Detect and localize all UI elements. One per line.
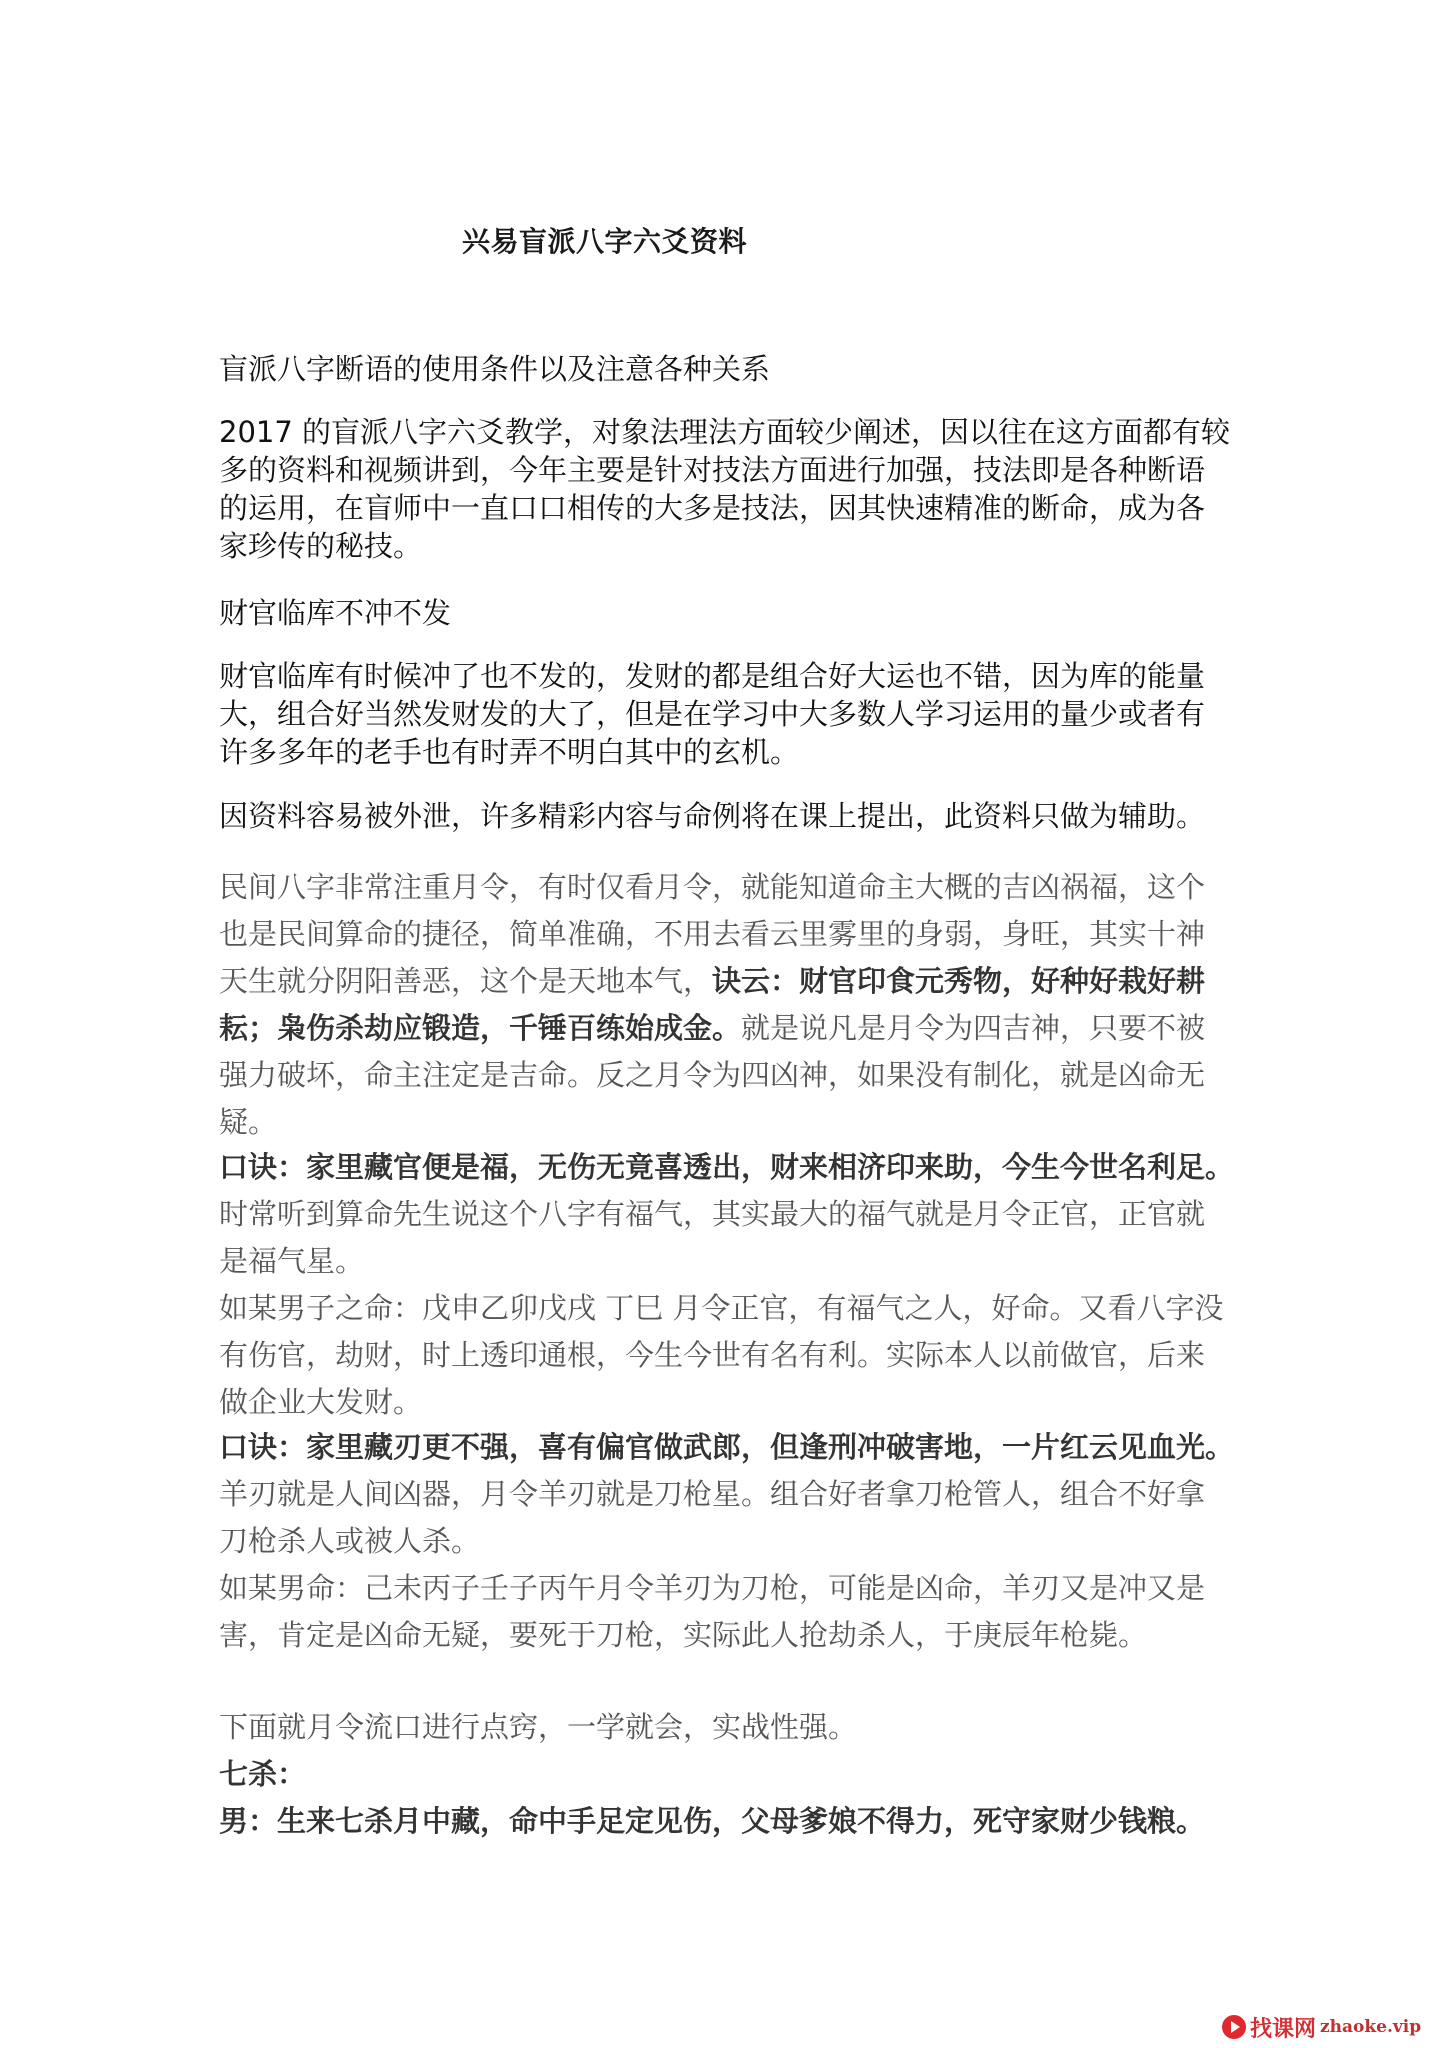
notice-paragraph: 因资料容易被外泄，许多精彩内容与命例将在课上提出，此资料只做为辅助。 (219, 799, 1206, 833)
intro-line: 家珍传的秘技。 (219, 529, 423, 563)
koujue-zhengguan: 口诀：家里藏官便是福，无伤无竟喜透出，财来相济印来助，今生今世名利足。 (219, 1150, 1235, 1184)
caiguan-line: 大，组合好当然发财发的大了，但是在学习中大多数人学习运用的量少或者有 (219, 697, 1206, 731)
watermark (1222, 2012, 1421, 2042)
watermark-en: zhaoke.vip (1320, 2017, 1422, 2037)
body-text: 就是说凡是月令为四吉神，只要不被 (741, 1011, 1206, 1045)
body-line (219, 1005, 1239, 1052)
body-line: 刀枪杀人或被人杀。 (219, 1524, 481, 1558)
caiguan-line: 财官临库有时候冲了也不发的，发财的都是组合好大运也不错，因为库的能量 (219, 659, 1206, 693)
qisha-heading: 七杀： (219, 1757, 307, 1791)
body-line: 做企业大发财。 (219, 1385, 423, 1419)
body-line: 也是民间算命的捷径，简单准确，不用去看云里雾里的身弱，身旺，其实十神 (219, 917, 1206, 951)
yangren-section (219, 1424, 1239, 1659)
section-heading-usage: 盲派八字断语的使用条件以及注意各种关系 (219, 352, 771, 386)
body-line: 如某男命：己未丙子壬子丙午月令羊刃为刀枪，可能是凶命，羊刃又是冲又是 (219, 1571, 1206, 1605)
section-heading-caiguan: 财官临库不冲不发 (219, 596, 452, 630)
body-line: 下面就月令流口进行点窍，一学就会，实战性强。 (219, 1710, 858, 1744)
body-line: 是福气星。 (219, 1244, 365, 1278)
intro-paragraph (219, 413, 1239, 565)
body-text: 天生就分阴阳善恶，这个是天地本气， (219, 964, 713, 998)
body-line: 强力破坏，命主注定是吉命。反之月令为四凶神，如果没有制化，就是凶命无 (219, 1058, 1206, 1092)
body-line: 疑。 (219, 1105, 278, 1139)
body-line: 时常听到算命先生说这个八字有福气，其实最大的福气就是月令正官，正官就 (219, 1197, 1206, 1231)
zhengguan-section (219, 1144, 1239, 1426)
intro-line: 多的资料和视频讲到，今年主要是针对技法方面进行加强，技法即是各种断语 (219, 453, 1206, 487)
verse-bold: 耘；枭伤杀劫应锻造，千锤百练始成金。 (219, 1011, 742, 1045)
document-title: 兴易盲派八字六爻资料 (462, 225, 748, 258)
intro-line: 2017 的盲派八字六爻教学，对象法理法方面较少阐述，因以往在这方面都有较 (219, 415, 1231, 449)
body-line: 害，肯定是凶命无疑，要死于刀枪，实际此人抢劫杀人，于庚辰年枪毙。 (219, 1618, 1148, 1652)
watermark-cn: 找课网 (1250, 2015, 1317, 2042)
body-line: 如某男子之命：戊申乙卯戊戌 丁巳 月令正官，有福气之人，好命。又看八字没 (219, 1291, 1224, 1325)
qisha-verse: 男：生来七杀月中藏，命中手足定见伤，父母爹娘不得力，死守家财少钱粮。 (219, 1804, 1206, 1838)
caiguan-line: 许多多年的老手也有时弄不明白其中的玄机。 (219, 735, 800, 769)
body-line (219, 958, 1239, 1005)
body-line: 民间八字非常注重月令，有时仅看月令，就能知道命主大概的吉凶祸福，这个 (219, 870, 1206, 904)
verse-bold: 诀云：财官印食元秀物，好种好栽好耕 (712, 964, 1206, 998)
koujue-yangren: 口诀：家里藏刃更不强，喜有偏官做武郎，但逢刑冲破害地，一片红云见血光。 (219, 1430, 1235, 1464)
intro-line: 的运用，在盲师中一直口口相传的大多是技法，因其快速精准的断命，成为各 (219, 491, 1206, 525)
play-logo-icon (1222, 2015, 1246, 2039)
qisha-section (219, 1704, 1239, 1845)
caiguan-paragraph (219, 657, 1239, 771)
body-line: 有伤官，劫财，时上透印通根，今生今世有名有利。实际本人以前做官，后来 (219, 1338, 1206, 1372)
body-line: 羊刃就是人间凶器，月令羊刃就是刀枪星。组合好者拿刀枪管人，组合不好拿 (219, 1477, 1206, 1511)
yueling-section (219, 864, 1239, 1146)
